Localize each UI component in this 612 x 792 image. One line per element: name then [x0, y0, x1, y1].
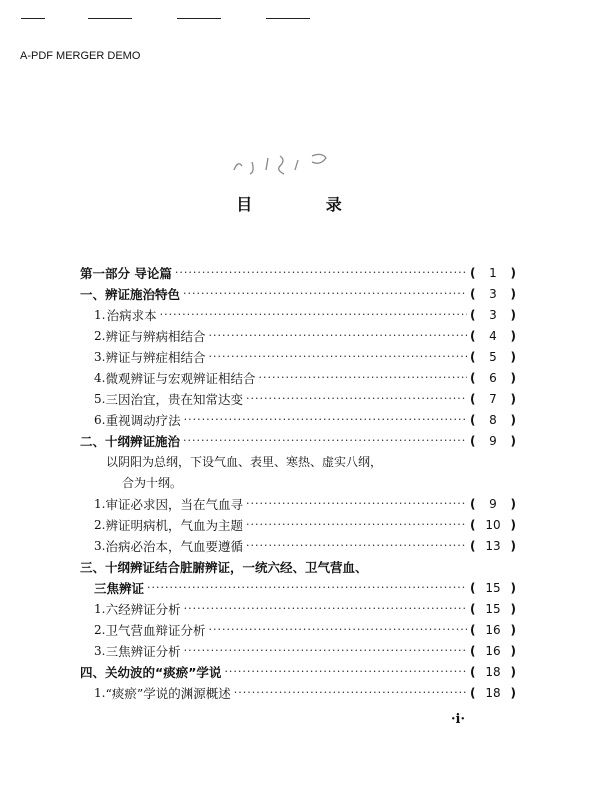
toc-item[interactable]: 3. 辨证与辨症相结合 ····· ( 5 )	[80, 346, 516, 367]
toc-number: 4.	[94, 370, 106, 385]
leader-dots	[246, 392, 467, 405]
leader-dots	[184, 644, 467, 657]
toc-section[interactable]: 一、辨证施治特色 ····· ( 3 )	[80, 283, 516, 304]
toc-item[interactable]: 1. 六经辨证分析 ····· ( 15 )	[80, 598, 516, 619]
toc-page: 3	[489, 307, 497, 322]
toc-page: 10	[485, 517, 501, 532]
leader-dots	[208, 350, 467, 363]
toc-section[interactable]	[80, 556, 516, 577]
table-of-contents	[80, 262, 516, 703]
toc-item[interactable]: 1. 审证必求因，当在气血寻 ····· ( 9 )	[80, 493, 516, 514]
header-rule-2	[88, 18, 132, 19]
toc-page: 8	[489, 412, 497, 427]
leader-dots	[183, 434, 467, 447]
toc-label: 一、辨证施治特色	[80, 286, 181, 302]
leader-dots	[160, 308, 467, 321]
page-title: 目 录	[236, 195, 376, 214]
toc-page: 9	[489, 433, 497, 448]
section-note-line-1: 以阴阳为总纲，下设气血、表里、寒热、虚实八纲，	[106, 455, 383, 469]
toc-section[interactable]: 二、十纲辨证施治 ····· ( 9 )	[80, 430, 516, 451]
toc-item[interactable]: 1. “痰瘀”学说的渊源概述 ····· ( 18 )	[80, 682, 516, 703]
toc-number: 3.	[94, 643, 106, 658]
toc-label: 微观辨证与宏观辨证相结合	[105, 370, 256, 386]
toc-number: 1.	[94, 307, 106, 322]
toc-item[interactable]: 2. 辨证明病机，气血为主题 ····· ( 10 )	[80, 514, 516, 535]
toc-label: 卫气营血辩证分析	[105, 622, 206, 638]
toc-item[interactable]: 3. 三焦辨证分析 ····· ( 16 )	[80, 640, 516, 661]
toc-label: 六经辨证分析	[105, 601, 181, 617]
toc-item[interactable]: 1. 治病求本 ····· ( 3 )	[80, 304, 516, 325]
leader-dots	[246, 518, 467, 531]
header-rule-3	[177, 18, 221, 19]
toc-number: 2.	[94, 328, 106, 343]
leader-dots	[208, 329, 467, 342]
toc-item[interactable]: 2. 辨证与辨病相结合 ····· ( 4 )	[80, 325, 516, 346]
toc-label: 辨证与辨症相结合	[105, 349, 206, 365]
toc-number: 2.	[94, 622, 106, 637]
toc-label: 治病必治本，气血要遵循	[105, 538, 243, 554]
toc-page: 1	[489, 265, 497, 280]
toc-page: 16	[485, 622, 501, 637]
header-rule-1	[21, 18, 45, 19]
leader-dots	[246, 497, 467, 510]
toc-page: 6	[489, 370, 497, 385]
toc-item[interactable]: 6. 重视调动疗法 ····· ( 8 )	[80, 409, 516, 430]
toc-label: 治病求本	[106, 307, 157, 323]
toc-page: 18	[485, 685, 501, 700]
toc-label: 三、十纲辨证结合脏腑辨证，一统六经、卫气营血、	[80, 559, 368, 575]
toc-page: 13	[485, 538, 501, 553]
toc-label: 辨证与辨病相结合	[105, 328, 206, 344]
leader-dots	[258, 371, 467, 384]
leader-dots	[183, 287, 467, 300]
toc-page: 3	[489, 286, 497, 301]
toc-page: 9	[489, 496, 497, 511]
toc-number: 1.	[94, 601, 106, 616]
toc-page: 16	[485, 643, 501, 658]
toc-item[interactable]: 5. 三因治宜，贵在知常达变 ····· ( 7 )	[80, 388, 516, 409]
toc-number: 5.	[94, 391, 106, 406]
toc-label: 辨证明病机，气血为主题	[105, 517, 243, 533]
leader-dots	[184, 602, 467, 615]
toc-label: 三焦辨证	[94, 580, 145, 596]
toc-label: 三焦辨证分析	[105, 643, 181, 659]
leader-dots	[208, 623, 467, 636]
toc-number: 1.	[94, 496, 106, 511]
toc-label: “痰瘀”学说的渊源概述	[105, 685, 231, 701]
toc-page: 7	[489, 391, 497, 406]
toc-page: 15	[485, 580, 501, 595]
toc-label: 二、十纲辨证施治	[80, 433, 181, 449]
toc-page: 18	[485, 664, 501, 679]
toc-item[interactable]: 2. 卫气营血辩证分析 ····· ( 16 )	[80, 619, 516, 640]
toc-page: 5	[489, 349, 497, 364]
toc-section-continued[interactable]: 三焦辨证 ····· ( 15 )	[80, 577, 516, 598]
toc-number: 3.	[94, 349, 106, 364]
toc-number: 3.	[94, 538, 106, 553]
handwritten-mark	[228, 148, 338, 178]
watermark: A-PDF MERGER DEMO	[20, 50, 141, 62]
toc-number: 6.	[94, 412, 106, 427]
toc-label: 四、关幼波的“痰瘀”学说	[80, 664, 222, 680]
leader-dots	[234, 686, 467, 699]
leader-dots	[184, 413, 467, 426]
leader-dots	[246, 539, 467, 552]
toc-label: 审证必求因，当在气血寻	[105, 496, 243, 512]
leader-dots	[224, 665, 467, 678]
toc-label: 第一部分 导论篇	[80, 265, 172, 281]
toc-section[interactable]: 四、关幼波的“痰瘀”学说 ····· ( 18 )	[80, 661, 516, 682]
toc-number: 2.	[94, 517, 106, 532]
toc-item[interactable]: 3. 治病必治本，气血要遵循 ····· ( 13 )	[80, 535, 516, 556]
header-rule-4	[266, 18, 310, 19]
page-number: ·i·	[451, 712, 465, 727]
leader-dots	[147, 581, 467, 594]
toc-part-heading[interactable]: 第一部分 导论篇 ····· ( 1 )	[80, 262, 516, 283]
toc-page: 15	[485, 601, 501, 616]
toc-page: 4	[489, 328, 497, 343]
toc-label: 重视调动疗法	[105, 412, 181, 428]
toc-number: 1.	[94, 685, 106, 700]
section-note-line-2: 合为十纲。	[122, 476, 183, 490]
toc-item[interactable]: 4. 微观辨证与宏观辨证相结合 ····· ( 6 )	[80, 367, 516, 388]
leader-dots	[175, 266, 467, 279]
toc-label: 三因治宜，贵在知常达变	[105, 391, 243, 407]
